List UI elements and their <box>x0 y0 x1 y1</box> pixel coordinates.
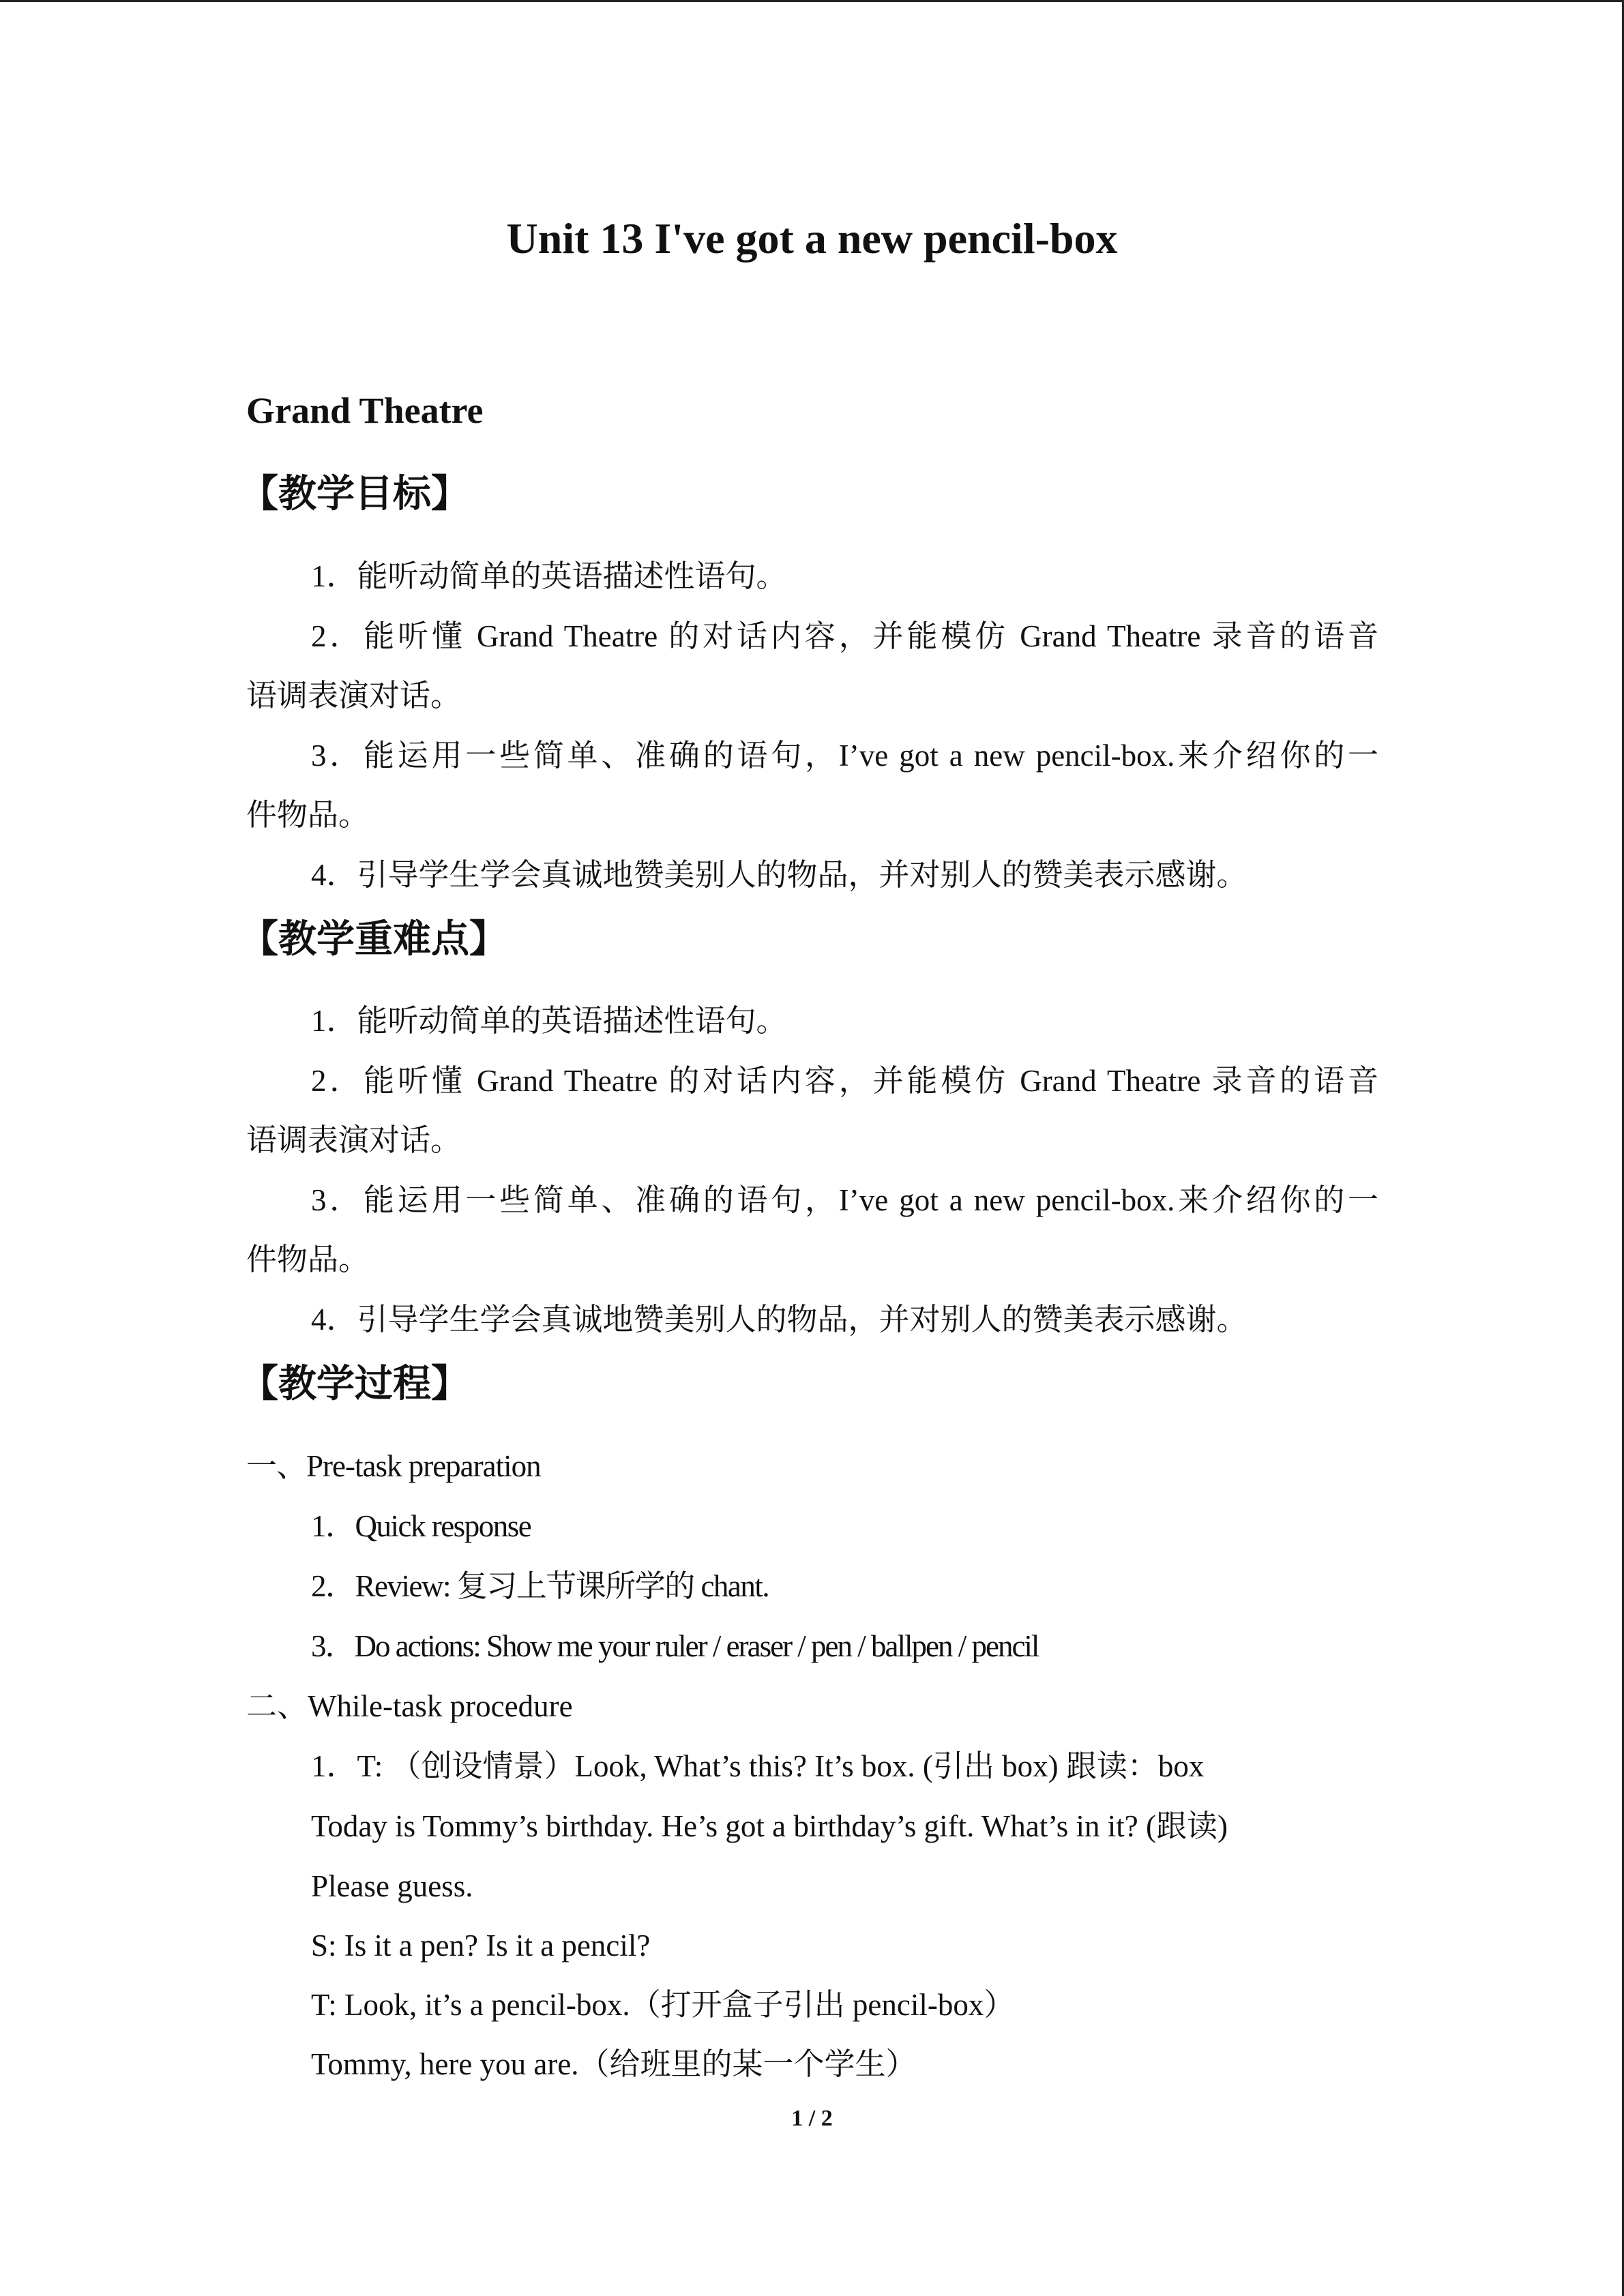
document-title: Unit 13 I've got a new pencil-box <box>506 214 1118 263</box>
key-point-item-4: 4．引导学生学会真诚地赞美别人的物品，并对别人的赞美表示感谢。 <box>311 1302 1247 1337</box>
process-part2-item-2: Today is Tommy’s birthday. He’s got a birthday’s gift. What’s in it? (跟读) <box>311 1809 1228 1843</box>
objective-item-2: 2．能听懂 Grand Theatre 的对话内容，并能模仿 Grand Theatre 录音的语音 <box>311 619 1378 653</box>
process-part2-item-4: S: Is it a pen? Is it a pencil? <box>311 1928 651 1963</box>
key-point-item-3-cont: 件物品。 <box>246 1242 370 1277</box>
key-point-item-3: 3．能运用一些简单、准确的语句，I’ve got a new pencil-box.来介绍你的一 <box>311 1183 1378 1217</box>
key-point-item-2-cont: 语调表演对话。 <box>246 1123 462 1157</box>
objective-item-3: 3．能运用一些简单、准确的语句，I’ve got a new pencil-box.来介绍你的一 <box>311 739 1378 773</box>
page-number: 1 / 2 <box>791 2106 833 2131</box>
objectives-heading: 【教学目标】 <box>240 472 469 516</box>
process-part2-item-5: T: Look, it’s a pencil-box.（打开盒子引出 pencil-box） <box>311 1988 1015 2022</box>
process-heading: 【教学过程】 <box>240 1362 469 1406</box>
section-heading: Grand Theatre <box>246 390 484 431</box>
process-part2-item-3: Please guess. <box>311 1869 473 1903</box>
objective-item-3-cont: 件物品。 <box>246 798 370 832</box>
objective-item-2-cont: 语调表演对话。 <box>246 679 462 713</box>
key-point-item-1: 1．能听动简单的英语描述性语句。 <box>311 1004 787 1038</box>
process-part1-item-2: 2．Review: 复习上节课所学的 chant. <box>311 1569 769 1603</box>
process-part1-item-1: 1．Quick response <box>311 1509 531 1543</box>
objective-item-1: 1．能听动简单的英语描述性语句。 <box>311 559 787 593</box>
key-points-heading: 【教学重难点】 <box>240 917 507 961</box>
objective-item-4: 4．引导学生学会真诚地赞美别人的物品，并对别人的赞美表示感谢。 <box>311 858 1247 892</box>
process-part1-label: 一、Pre-task preparation <box>246 1449 541 1483</box>
process-part2-item-1: 1．T: （创设情景）Look, What’s this? It’s box. (引出 box) 跟读：box <box>311 1749 1205 1783</box>
process-part2-item-6: Tommy, here you are.（给班里的某一个学生） <box>311 2047 917 2081</box>
process-part2-label: 二、While-task procedure <box>246 1689 573 1723</box>
process-part1-item-3: 3．Do actions: Show me your ruler / eraser / pen / ballpen / pencil <box>311 1629 1039 1663</box>
key-point-item-2: 2．能听懂 Grand Theatre 的对话内容，并能模仿 Grand Theatre 录音的语音 <box>311 1064 1378 1098</box>
